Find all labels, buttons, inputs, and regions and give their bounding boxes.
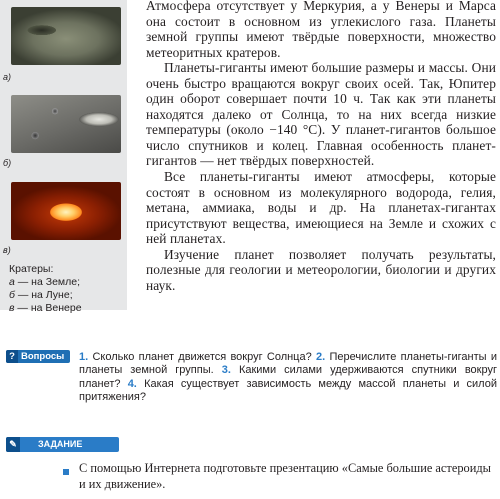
photo-label-b: б) bbox=[3, 158, 12, 168]
crater-moon-photo bbox=[11, 95, 121, 153]
paragraph: Изучение планет позволяет получать результаты, полезные для геологии и метеорологии, биологии и других наук. bbox=[146, 246, 496, 293]
main-text bbox=[146, 0, 496, 293]
pencil-icon: ✎ bbox=[6, 437, 20, 452]
photo-label-c: в) bbox=[3, 245, 11, 255]
caption-line: в — на Венере bbox=[9, 302, 82, 314]
question-text: Какая существует зависимость между массой планеты и силой притяжения? bbox=[79, 377, 497, 404]
photo-label-a: а) bbox=[3, 72, 12, 82]
bullet-icon bbox=[63, 469, 69, 475]
crater-venus-photo bbox=[11, 182, 121, 240]
crater-earth-photo bbox=[11, 7, 121, 65]
assignment-badge bbox=[6, 437, 119, 452]
questions-badge-label: Вопросы bbox=[21, 351, 65, 362]
questions-badge bbox=[6, 350, 70, 363]
caption-title: Кратеры: bbox=[9, 263, 54, 275]
paragraph: Планеты-гиганты имеют большие размеры и массы. Они очень быстро вращаются вокруг своих осей. Так, Юпитер один оборот совершает почти 10 ч. Так как эти планеты находятся далеко от Солнца, то на них всегда низкие температуры (около −140 °C). У планет-гигантов большое число спутников и колец. Главная особенность планет-гигантов — нет твёрдых поверхностей. bbox=[146, 60, 496, 169]
question-text: Какими силами удерживаются спутники вокруг планет? bbox=[79, 364, 497, 390]
question-mark-icon: ? bbox=[6, 350, 18, 363]
figure-sidebar bbox=[0, 0, 127, 314]
assignment-text: С помощью Интернета подготовьте презентацию «Самые большие астероиды и их движение». bbox=[79, 461, 491, 491]
paragraph: Атмосфера отсутствует у Меркурия, а у Венеры и Марса она состоит в основном из углекислого газа. Планеты земной группы имеют твёрдые поверхности, множество метеоритных кратеров. bbox=[146, 0, 496, 60]
paragraph: Все планеты-гиганты имеют атмосферы, которые состоят в основном из молекулярного водорода, гелия, метана, аммиака, воды и др. На планетах-гигантах присутствуют вещества, имеющиеся на Земле и схожих с ней планетах. bbox=[146, 169, 496, 247]
figure-caption bbox=[9, 263, 124, 315]
caption-line: а — на Земле; bbox=[9, 276, 81, 288]
assignment-badge-label: ЗАДАНИЕ bbox=[38, 439, 83, 449]
question-text: Перечислите планеты-гиганты и планеты земной группы. bbox=[79, 351, 497, 377]
caption-line: б — на Луне; bbox=[9, 289, 73, 301]
questions-list: 1. Сколько планет движется вокруг Солнца? 2. Перечислите планеты-гиганты и планеты земной группы. 3. Какими силами удерживаются спутники вокруг планет? 4. Какая существует зависимость между массой планеты и силой притяжения? bbox=[79, 351, 497, 404]
question-text: Сколько планет движется вокруг Солнца? bbox=[92, 351, 312, 363]
